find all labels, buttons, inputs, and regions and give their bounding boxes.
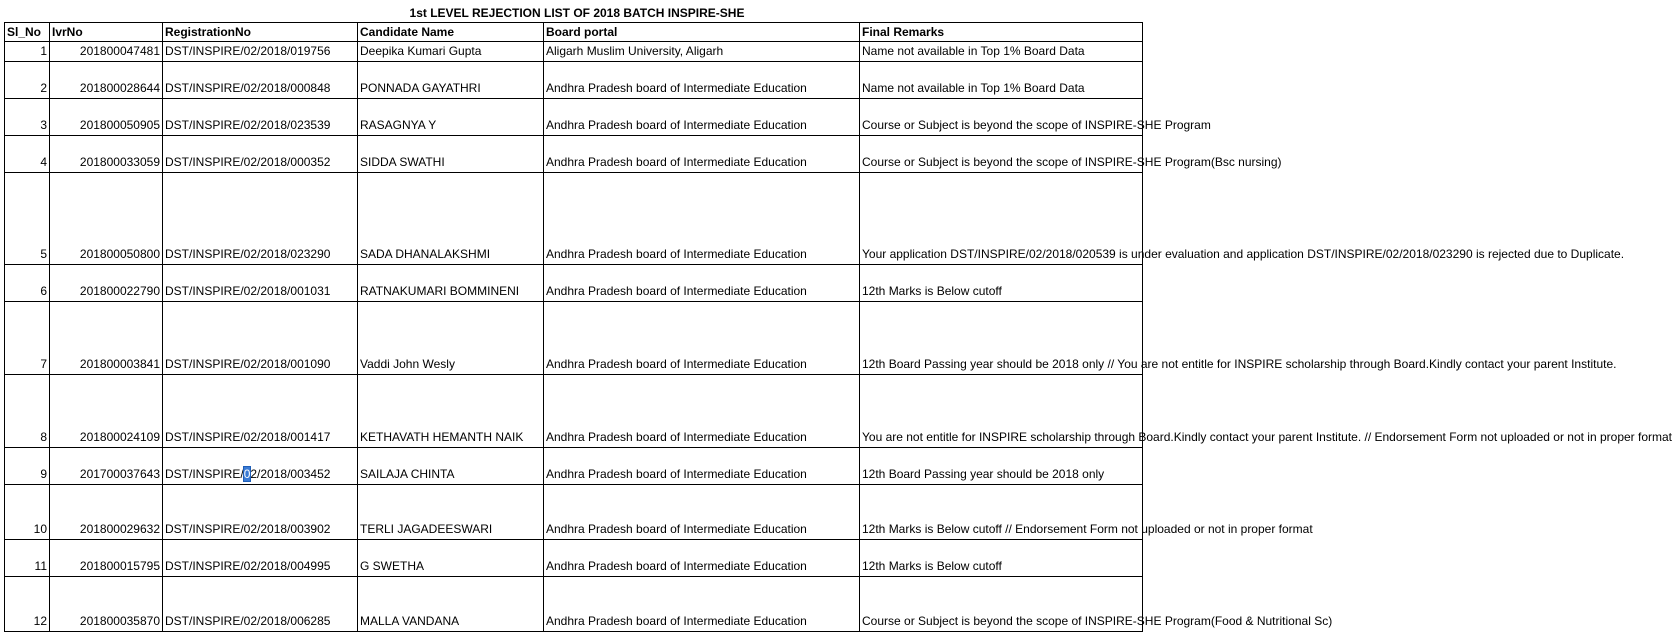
registration-prefix: DST/INSPIRE/	[165, 467, 244, 482]
registration-no-cell[interactable]: DST/INSPIRE/02/2018/000352	[163, 135, 358, 172]
registration-no-cell[interactable]: DST/INSPIRE/02/2018/000848	[163, 61, 358, 98]
final-remarks-cell[interactable]: 12th Marks is Below cutoff	[860, 264, 1143, 301]
board-portal-cell[interactable]: Andhra Pradesh board of Intermediate Education	[544, 98, 860, 135]
board-portal-cell[interactable]: Andhra Pradesh board of Intermediate Education	[544, 484, 860, 539]
candidate-name-cell[interactable]: SAILAJA CHINTA	[358, 447, 544, 484]
column-header-candidate-name[interactable]: Candidate Name	[358, 23, 544, 42]
registration-suffix: 2/2018/003452	[250, 467, 331, 482]
ivr-no-cell[interactable]: 201800050800	[50, 172, 163, 264]
board-portal-cell[interactable]: Andhra Pradesh board of Intermediate Education	[544, 61, 860, 98]
sl-no-cell[interactable]: 10	[5, 484, 50, 539]
table-row	[5, 484, 1143, 539]
final-remarks-cell[interactable]: Name not available in Top 1% Board Data	[860, 61, 1143, 98]
table-row	[5, 61, 1143, 98]
ivr-no-cell[interactable]: 201800024109	[50, 374, 163, 447]
ivr-no-cell[interactable]: 201800029632	[50, 484, 163, 539]
table-row	[5, 135, 1143, 172]
board-portal-cell[interactable]: Aligarh Muslim University, Aligarh	[544, 42, 860, 61]
column-header-registration-no[interactable]: RegistrationNo	[163, 23, 358, 42]
final-remarks-cell[interactable]: 12th Marks is Below cutoff // Endorsement Form not uploaded or not in proper format	[860, 484, 1143, 539]
registration-no-cell[interactable]: DST/INSPIRE/02/2018/001031	[163, 264, 358, 301]
registration-no-cell[interactable]: DST/INSPIRE/02/2018/023290	[163, 172, 358, 264]
board-portal-cell[interactable]: Andhra Pradesh board of Intermediate Education	[544, 539, 860, 576]
board-portal-cell[interactable]: Andhra Pradesh board of Intermediate Education	[544, 576, 860, 631]
sl-no-cell[interactable]: 7	[5, 301, 50, 374]
sl-no-cell[interactable]: 8	[5, 374, 50, 447]
sl-no-cell[interactable]: 2	[5, 61, 50, 98]
final-remarks-cell[interactable]: Course or Subject is beyond the scope of INSPIRE-SHE Program	[860, 98, 1143, 135]
board-portal-cell[interactable]: Andhra Pradesh board of Intermediate Education	[544, 447, 860, 484]
final-remarks-cell[interactable]: Course or Subject is beyond the scope of INSPIRE-SHE Program(Bsc nursing)	[860, 135, 1143, 172]
table-row	[5, 301, 1143, 374]
registration-no-cell[interactable]: DST/INSPIRE/02/2018/004995	[163, 539, 358, 576]
final-remarks-cell[interactable]: 12th Marks is Below cutoff	[860, 539, 1143, 576]
candidate-name-cell[interactable]: TERLI JAGADEESWARI	[358, 484, 544, 539]
sl-no-cell[interactable]: 9	[5, 447, 50, 484]
registration-no-cell[interactable]: DST/INSPIRE/02/2018/003902	[163, 484, 358, 539]
sl-no-cell[interactable]: 11	[5, 539, 50, 576]
column-header-final-remarks[interactable]: Final Remarks	[860, 23, 1143, 42]
table-row	[5, 539, 1143, 576]
final-remarks-cell[interactable]: Your application DST/INSPIRE/02/2018/020539 is under evaluation and application DST/INSPIRE/02/2018/023290 is rejected due to Duplicate.	[860, 172, 1143, 264]
registration-no-cell[interactable]: DST/INSPIRE/02/2018/006285	[163, 576, 358, 631]
board-portal-cell[interactable]: Andhra Pradesh board of Intermediate Education	[544, 374, 860, 447]
table-row	[5, 576, 1143, 631]
ivr-no-cell[interactable]: 201700037643	[50, 447, 163, 484]
table-row	[5, 374, 1143, 447]
column-header-board-portal[interactable]: Board portal	[544, 23, 860, 42]
table-row	[5, 172, 1143, 264]
table-row	[5, 447, 1143, 484]
ivr-no-cell[interactable]: 201800022790	[50, 264, 163, 301]
candidate-name-cell[interactable]: RASAGNYA Y	[358, 98, 544, 135]
sheet-title: 1st LEVEL REJECTION LIST OF 2018 BATCH INSPIRE-SHE	[409, 6, 745, 20]
sl-no-cell[interactable]: 12	[5, 576, 50, 631]
candidate-name-cell[interactable]: G SWETHA	[358, 539, 544, 576]
ivr-no-cell[interactable]: 201800050905	[50, 98, 163, 135]
candidate-name-cell[interactable]: SIDDA SWATHI	[358, 135, 544, 172]
table-row	[5, 42, 1143, 61]
candidate-name-cell[interactable]: SADA DHANALAKSHMI	[358, 172, 544, 264]
candidate-name-cell[interactable]: MALLA VANDANA	[358, 576, 544, 631]
sl-no-cell[interactable]: 4	[5, 135, 50, 172]
ivr-no-cell[interactable]: 201800033059	[50, 135, 163, 172]
rejection-table	[4, 22, 1672, 632]
candidate-name-cell[interactable]: Deepika Kumari Gupta	[358, 42, 544, 61]
sl-no-cell[interactable]: 6	[5, 264, 50, 301]
candidate-name-cell[interactable]: RATNAKUMARI BOMMINENI	[358, 264, 544, 301]
registration-no-cell[interactable]	[163, 447, 358, 484]
sl-no-cell[interactable]: 5	[5, 172, 50, 264]
ivr-no-cell[interactable]: 201800028644	[50, 61, 163, 98]
sl-no-cell[interactable]: 3	[5, 98, 50, 135]
registration-no-cell[interactable]: DST/INSPIRE/02/2018/001090	[163, 301, 358, 374]
final-remarks-cell[interactable]: 12th Board Passing year should be 2018 only	[860, 447, 1143, 484]
candidate-name-cell[interactable]: PONNADA GAYATHRI	[358, 61, 544, 98]
text-selection-highlight[interactable]: 0	[243, 467, 251, 482]
table-row	[5, 98, 1143, 135]
registration-no-cell[interactable]: DST/INSPIRE/02/2018/019756	[163, 42, 358, 61]
final-remarks-cell[interactable]: Name not available in Top 1% Board Data	[860, 42, 1143, 61]
board-portal-cell[interactable]: Andhra Pradesh board of Intermediate Education	[544, 172, 860, 264]
final-remarks-cell[interactable]: Course or Subject is beyond the scope of INSPIRE-SHE Program(Food & Nutritional Sc)	[860, 576, 1143, 631]
board-portal-cell[interactable]: Andhra Pradesh board of Intermediate Education	[544, 264, 860, 301]
column-header-ivr-no[interactable]: IvrNo	[50, 23, 163, 42]
column-header-sl-no[interactable]: Sl_No	[5, 23, 50, 42]
candidate-name-cell[interactable]: KETHAVATH HEMANTH NAIK	[358, 374, 544, 447]
ivr-no-cell[interactable]: 201800047481	[50, 42, 163, 61]
board-portal-cell[interactable]: Andhra Pradesh board of Intermediate Education	[544, 301, 860, 374]
ivr-no-cell[interactable]: 201800015795	[50, 539, 163, 576]
candidate-name-cell[interactable]: Vaddi John Wesly	[358, 301, 544, 374]
table-row	[5, 264, 1143, 301]
board-portal-cell[interactable]: Andhra Pradesh board of Intermediate Education	[544, 135, 860, 172]
registration-no-cell[interactable]: DST/INSPIRE/02/2018/023539	[163, 98, 358, 135]
sl-no-cell[interactable]: 1	[5, 42, 50, 61]
ivr-no-cell[interactable]: 201800003841	[50, 301, 163, 374]
registration-no-cell[interactable]: DST/INSPIRE/02/2018/001417	[163, 374, 358, 447]
final-remarks-cell[interactable]: You are not entitle for INSPIRE scholarship through Board.Kindly contact your parent Institute. // Endorsement Form not uploaded or not in proper format	[860, 374, 1143, 447]
ivr-no-cell[interactable]: 201800035870	[50, 576, 163, 631]
final-remarks-cell[interactable]: 12th Board Passing year should be 2018 only // You are not entitle for INSPIRE scholarship through Board.Kindly contact your parent Institute.	[860, 301, 1143, 374]
